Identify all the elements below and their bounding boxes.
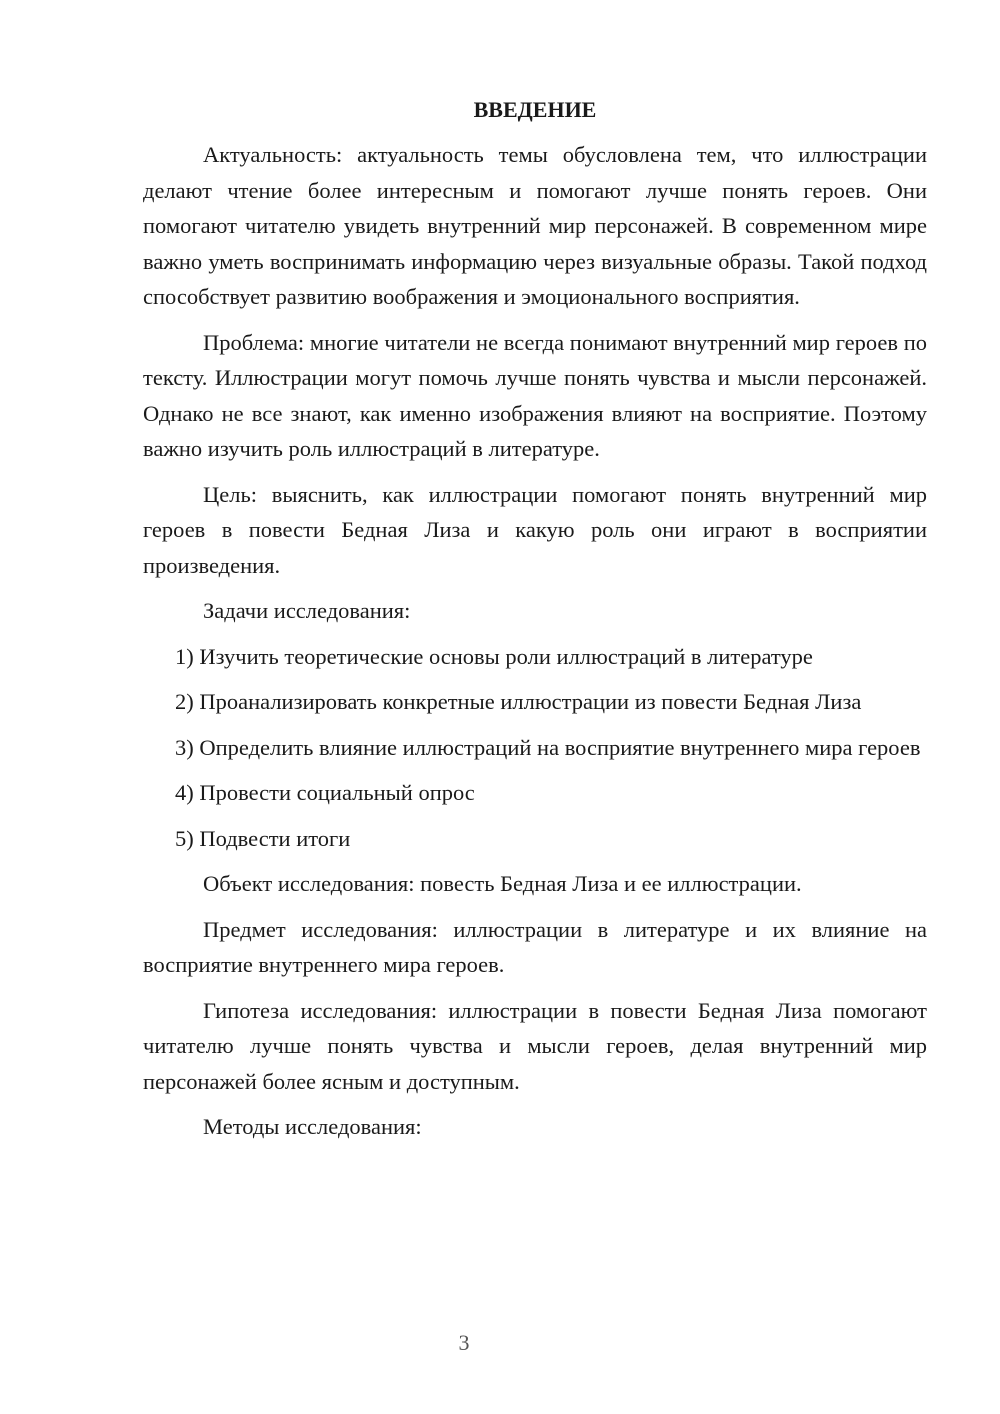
paragraph-subject: Предмет исследования: иллюстрации в литературе и их влияние на восприятие внутреннего мира героев. — [143, 916, 927, 977]
paragraph-relevance: Актуальность: актуальность темы обусловлена тем, что иллюстрации делают чтение более интересным и помогают лучше понять героев. Они помогают читателю увидеть внутренний мир персонажей. В современном мире важно уметь воспринимать информацию через визуальные образы. Такой подход способствует развитию воображения и эмоционального восприятия. — [143, 142, 927, 309]
paragraph-object: Объект исследования: повесть Бедная Лиза и ее иллюстрации. — [203, 871, 802, 896]
paragraph-tasks-heading: Задачи исследования: — [203, 598, 411, 623]
paragraph-problem: Проблема: многие читатели не всегда понимают внутренний мир героев по тексту. Иллюстрации могут помочь лучше понять чувства и мысли персонажей. Однако не все знают, как именно изображения влияют на восприятие. Поэтому важно изучить роль иллюстраций в литературе. — [143, 329, 927, 461]
paragraph-methods-heading: Методы исследования: — [203, 1114, 422, 1139]
page-content — [143, 92, 927, 1155]
paragraph-goal: Цель: выяснить, как иллюстрации помогают понять внутренний мир героев в повести Бедная Лиза и какую роль они играют в восприятии произведения. — [143, 481, 927, 578]
paragraph-hypothesis: Гипотеза исследования: иллюстрации в повести Бедная Лиза помогают читателю лучше понять чувства и мысли героев, делая внутренний мир персонажей более ясным и доступным. — [143, 997, 927, 1094]
list-item-task-4: 4) Провести социальный опрос — [175, 780, 475, 805]
page-number: 3 — [458, 1330, 470, 1355]
page-title: ВВЕДЕНИЕ — [473, 97, 597, 122]
list-item-task-5: 5) Подвести итоги — [175, 825, 351, 851]
list-item-task-3: 3) Определить влияние иллюстраций на восприятие внутреннего мира героев — [175, 734, 921, 760]
list-item-task-2: 2) Проанализировать конкретные иллюстрации из повести Бедная Лиза — [175, 689, 862, 714]
list-item-task-1: 1) Изучить теоретические основы роли иллюстраций в литературе — [175, 643, 813, 669]
